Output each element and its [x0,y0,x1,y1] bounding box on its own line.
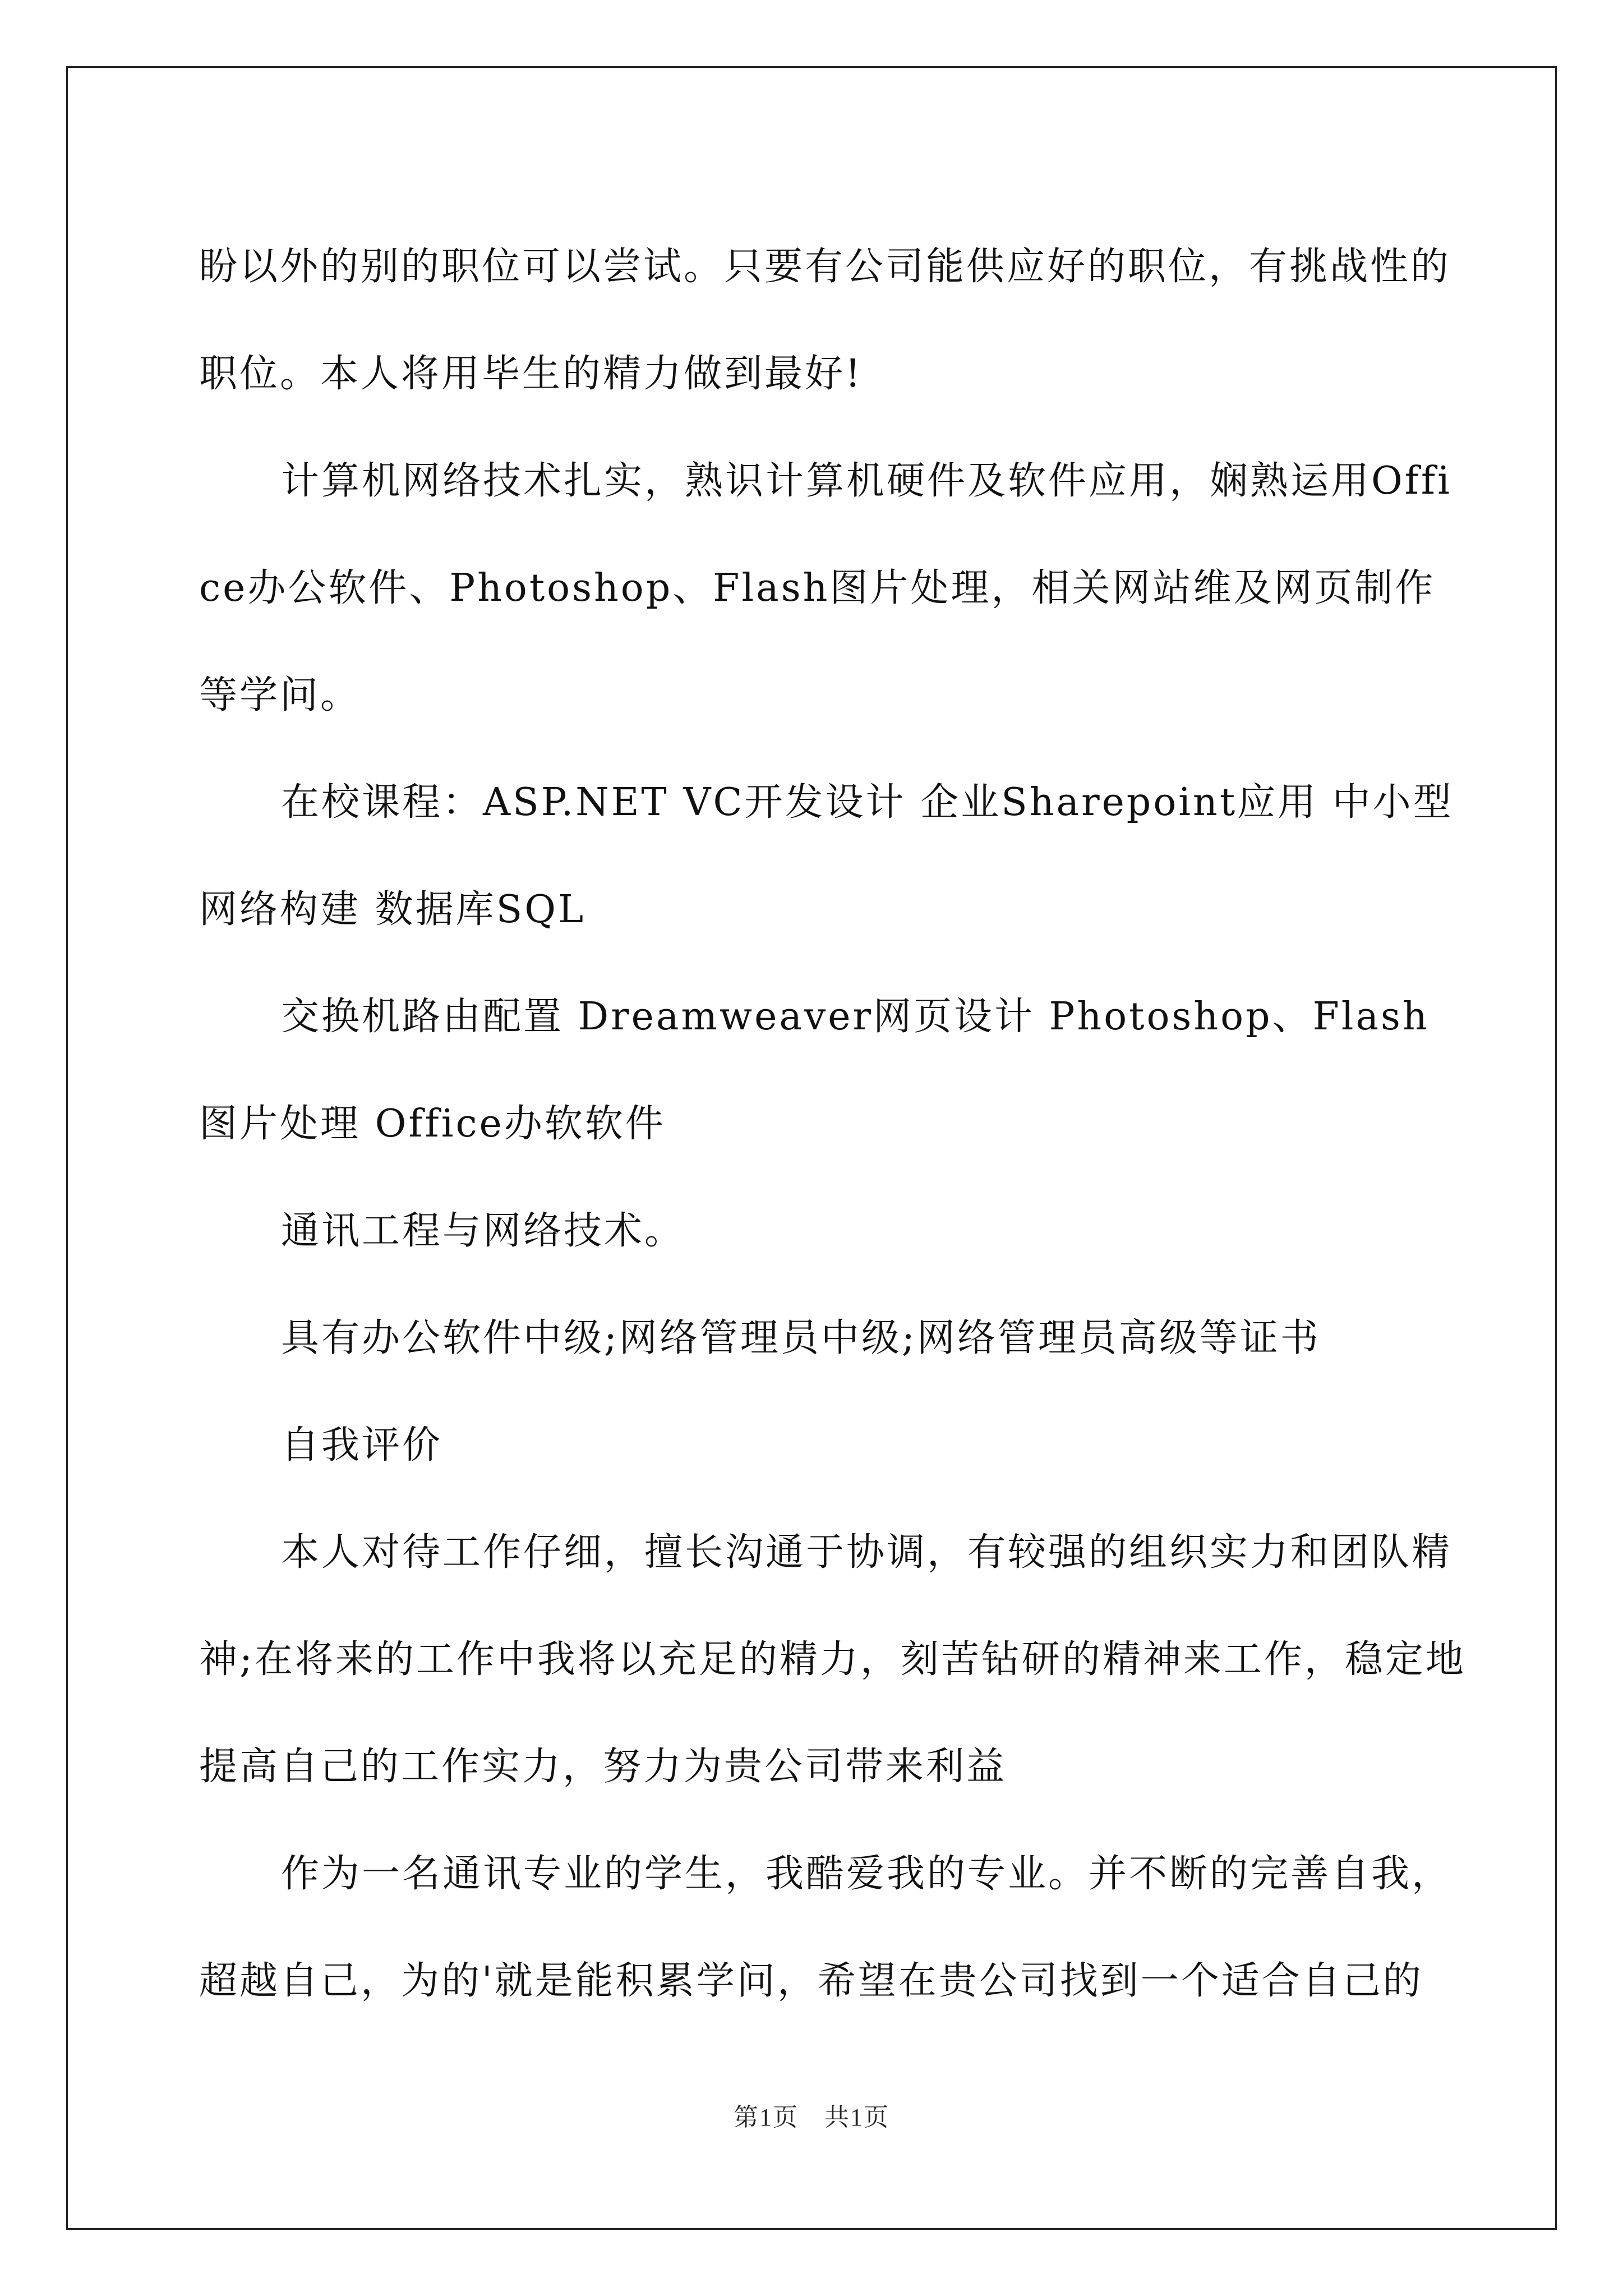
paragraph-5: 通讯工程与网络技术。 [281,1209,685,1253]
paragraph-4: 交换机路由配置 Dreamweaver网页设计 Photoshop、Flash 图片处理 Office办软软件 [199,995,1430,1146]
paragraph-1: 盼以外的别的职位可以尝试。只要有公司能供应好的职位，有挑战性的职位。本人将用毕生的精力做到最好! [199,245,1451,396]
paragraph-2: 计算机网络技术扎实，熟识计算机硬件及软件应用，娴熟运用Office办公软件、Photoshop、Flash图片处理，相关网站维及网页制作等学问。 [199,459,1452,717]
document-body [199,213,1467,2035]
section-heading-self-evaluation: 自我评价 [281,1423,443,1467]
paragraph-3: 在校课程：ASP.NET VC开发设计 企业Sharepoint应用 中小型网络构建 数据库SQL [199,780,1454,932]
paragraph-8: 本人对待工作仔细，擅长沟通于协调，有较强的组织实力和团队精神;在将来的工作中我将以充足的精力，刻苦钻研的精神来工作，稳定地提高自己的工作实力，努力为贵公司带来利益 [199,1530,1466,1789]
paragraph-6: 具有办公软件中级;网络管理员中级;网络管理员高级等证书 [281,1316,1321,1360]
page-number-footer: 第1页 共1页 [734,2104,889,2131]
paragraph-9: 作为一名通讯专业的学生，我酷爱我的专业。并不断的完善自我，超越自己，为的'就是能积累学问，希望在贵公司找到一个适合自己的 [199,1852,1453,2003]
